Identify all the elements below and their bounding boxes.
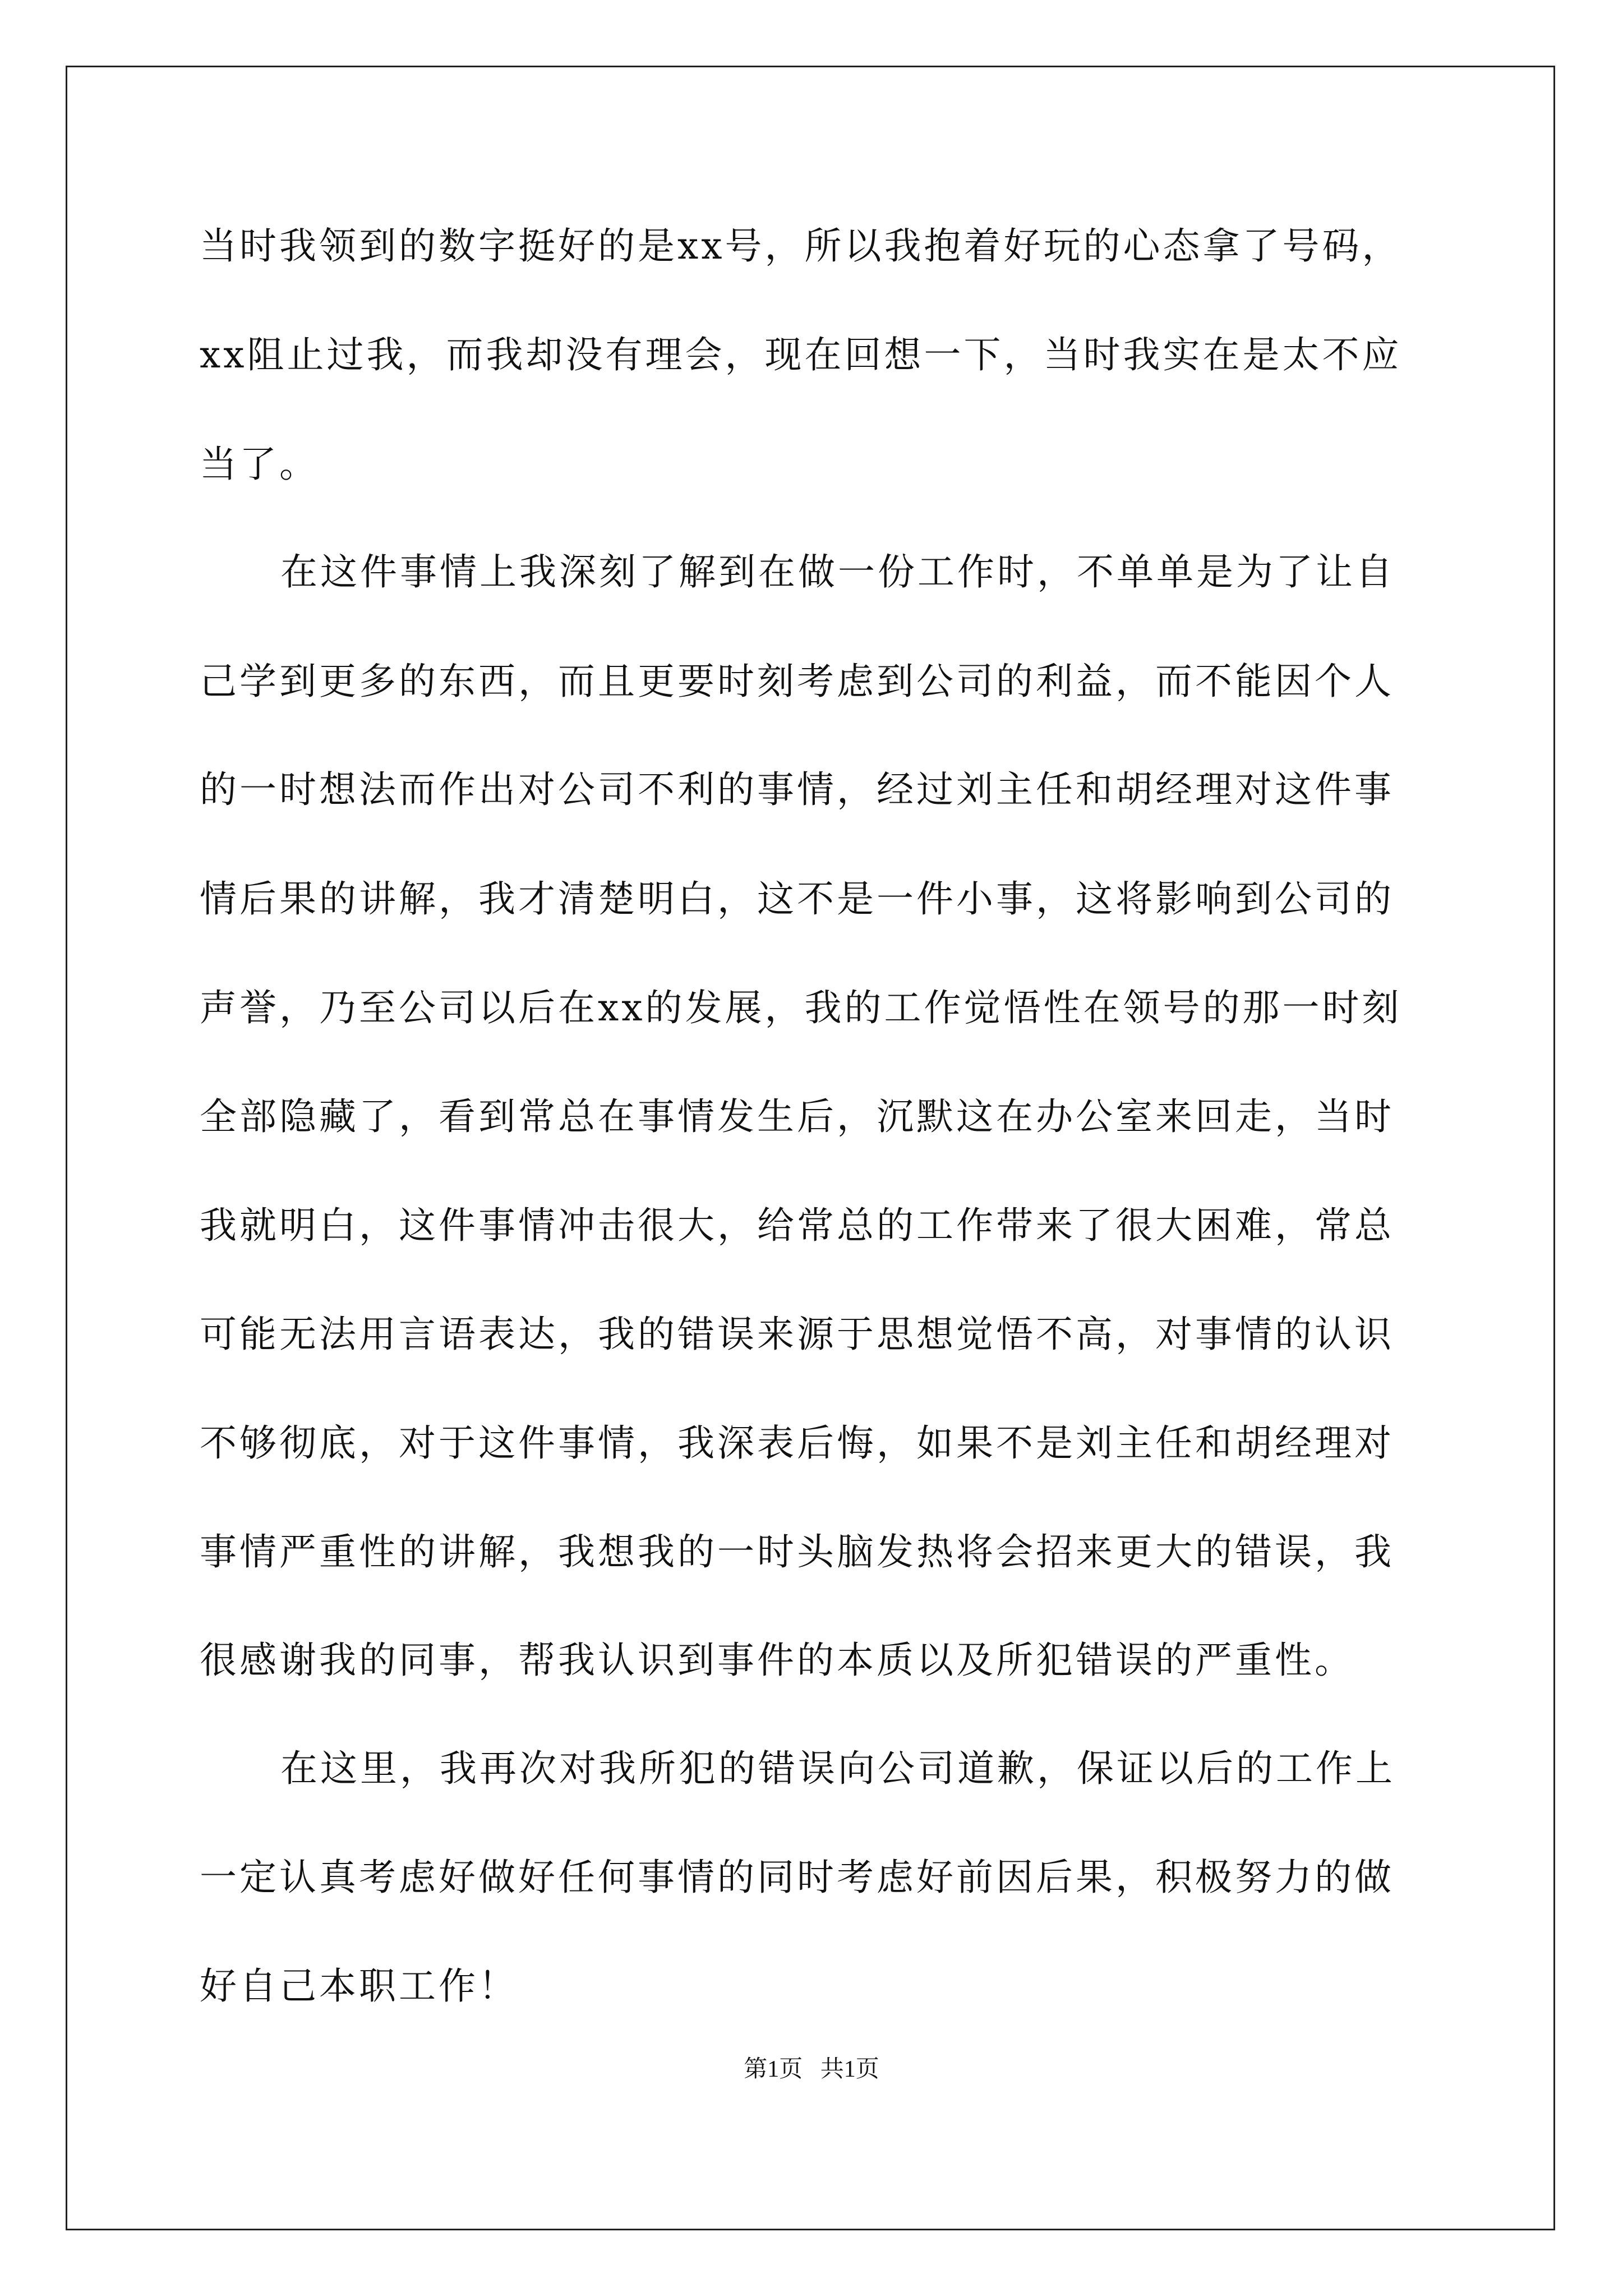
body-line-16: 一定认真考虑好做好任何事情的同时考虑好前因后果，积极努力的做	[200, 1856, 1394, 1899]
body-line-12: 不够彻底，对于这件事情，我深表后悔，如果不是刘主任和胡经理对	[200, 1421, 1394, 1465]
body-line-17: 好自己本职工作！	[200, 1964, 518, 2008]
body-line-8: 声誉，乃至公司以后在xx的发展，我的工作觉悟性在领号的那一时刻	[200, 986, 1402, 1029]
body-line-3: 当了。	[200, 443, 319, 486]
body-line-4: 在这件事情上我深刻了解到在做一份工作时，不单单是为了让自	[280, 550, 1395, 593]
body-line-14: 很感谢我的同事，帮我认识到事件的本质以及所犯错误的严重性。	[200, 1639, 1354, 1682]
body-line-5: 己学到更多的东西，而且更要时刻考虑到公司的利益，而不能因个人	[200, 660, 1394, 703]
body-line-13: 事情严重性的讲解，我想我的一时头脑发热将会招来更大的错误，我	[200, 1530, 1394, 1573]
page-frame	[66, 66, 1555, 2230]
body-line-11: 可能无法用言语表达，我的错误来源于思想觉悟不高，对事情的认识	[200, 1313, 1394, 1356]
body-line-9: 全部隐藏了，看到常总在事情发生后，沉默这在办公室来回走，当时	[200, 1095, 1394, 1138]
body-line-15: 在这里，我再次对我所犯的错误向公司道歉，保证以后的工作上	[280, 1747, 1395, 1790]
page-number-footer: 第1页 共1页	[744, 2056, 879, 2082]
body-line-10: 我就明白，这件事情冲击很大，给常总的工作带来了很大困难，常总	[200, 1204, 1394, 1247]
body-line-1: 当时我领到的数字挺好的是xx号，所以我抱着好玩的心态拿了号码，	[200, 224, 1402, 268]
body-line-2: xx阻止过我，而我却没有理会，现在回想一下，当时我实在是太不应	[200, 333, 1402, 376]
body-line-6: 的一时想法而作出对公司不利的事情，经过刘主任和胡经理对这件事	[200, 768, 1394, 811]
body-line-7: 情后果的讲解，我才清楚明白，这不是一件小事，这将影响到公司的	[200, 877, 1394, 921]
